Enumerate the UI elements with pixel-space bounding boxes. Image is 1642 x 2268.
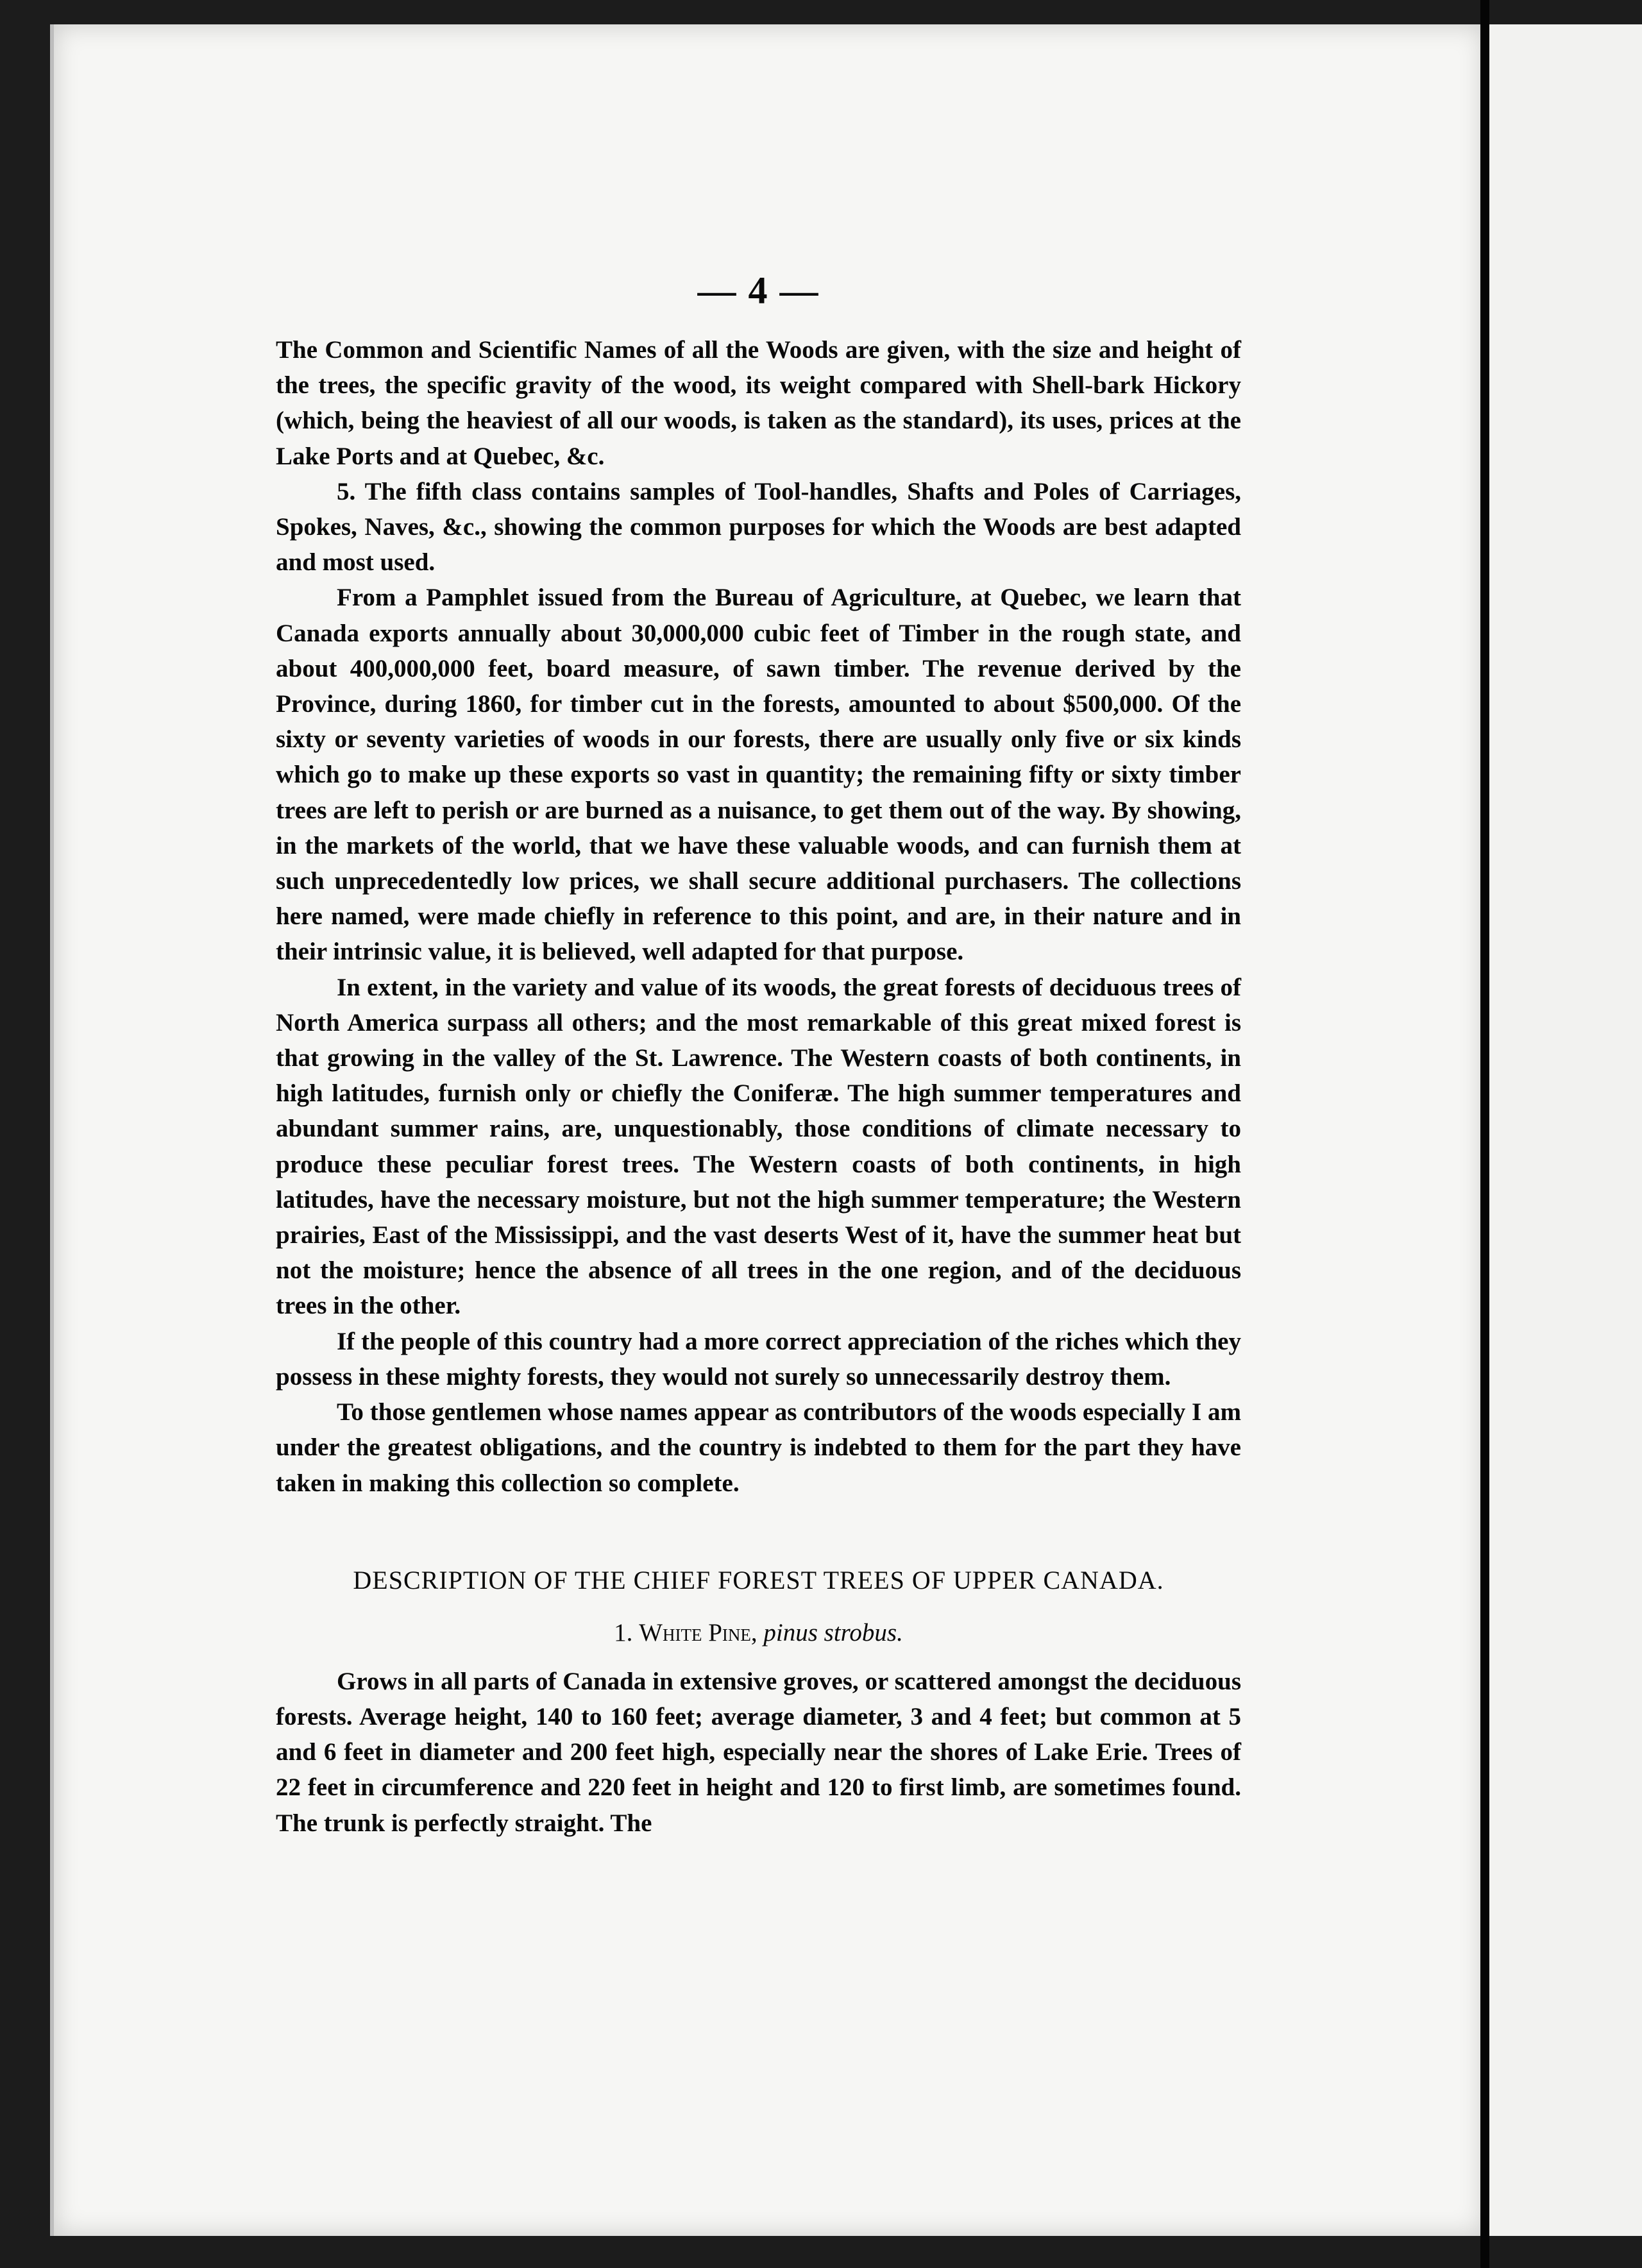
page-number: — 4 —	[697, 269, 820, 312]
book-binding	[1480, 0, 1489, 2268]
entry-heading	[276, 1615, 1241, 1651]
adjacent-page	[1489, 24, 1642, 2236]
entry-text: Grows in all parts of Canada in extensive groves, or scattered amongst the deciduous forests. Average height, 140 to 160 feet; average diameter, 3 and 4 feet; but common at 5 and 6 feet in diameter and 200 feet high, especially near the shores of Lake Erie. Trees of 22 feet in circumference and 220 feet in height and 120 to first limb, are sometimes found. The trunk is perfectly straight. The	[276, 1667, 1241, 1837]
paragraph-2: 5. The fifth class contains samples of Tool-handles, Shafts and Poles of Carriages, Spokes, Naves, &c., showing the common purposes for which the Woods are best adapted and most used.	[276, 477, 1241, 577]
entry-scientific-name: pinus strobus.	[763, 1618, 903, 1646]
paragraph-5: If the people of this country had a more correct appreciation of the riches which they possess in these mighty forests, they would not surely so unnecessarily destroy them.	[276, 1327, 1241, 1391]
paragraph-4: In extent, in the variety and value of its woods, the great forests of deciduous trees of North America surpass all others; and the most remarkable of this great mixed forest is that growing in the valley of the St. Lawrence. The Western coasts of both continents, in high latitudes, furnish only or chiefly the Coniferæ. The high summer temperatures and abundant summer rains, are, unquestionably, those conditions of climate necessary to produce these peculiar forest trees. The Western coasts of both continents, in high latitudes, have the necessary moisture, but not the high summer temperature; the Western prairies, East of the Mississippi, and the vast deserts West of it, have the summer heat but not the moisture; hence the absence of all trees in the one region, and of the deciduous trees in the other.	[276, 973, 1241, 1320]
entry-number: 1.	[614, 1618, 633, 1646]
paragraph-1: The Common and Scientific Names of all the Woods are given, with the size and height of the trees, the specific gravity of the wood, its weight compared with Shell-bark Hickory (which, being the heaviest of all our woods, is taken as the standard), its uses, prices at the Lake Ports and at Quebec, &c.	[276, 336, 1241, 470]
paragraph-3: From a Pamphlet issued from the Bureau of Agriculture, at Quebec, we learn that Canada exports annually about 30,000,000 cubic feet of Timber in the rough state, and about 400,000,000 feet, board measure, of sawn timber. The revenue derived by the Province, during 1860, for timber cut in the forests, amounted to about $500,000. Of the sixty or seventy varieties of woods in our forests, there are usually only five or six kinds which go to make up these exports so vast in quantity; the remaining fifty or sixty timber trees are left to perish or are burned as a nuisance, to get them out of the way. By showing, in the markets of the world, that we have these valuable woods, and can furnish them at such unprecedentedly low prices, we shall secure additional purchasers. The collections here named, were made chiefly in reference to this point, and are, in their nature and in their intrinsic value, it is believed, well adapted for that purpose.	[276, 584, 1241, 966]
page-content	[276, 268, 1241, 1841]
paragraph-6: To those gentlemen whose names appear as contributors of the woods especially I am under the greatest obligations, and the country is indebted to them for the part they have taken in making this collection so complete.	[276, 1398, 1241, 1497]
entry-common-name: White Pine,	[639, 1618, 758, 1646]
section-heading: DESCRIPTION OF THE CHIEF FOREST TREES OF UPPER CANADA.	[353, 1565, 1164, 1595]
